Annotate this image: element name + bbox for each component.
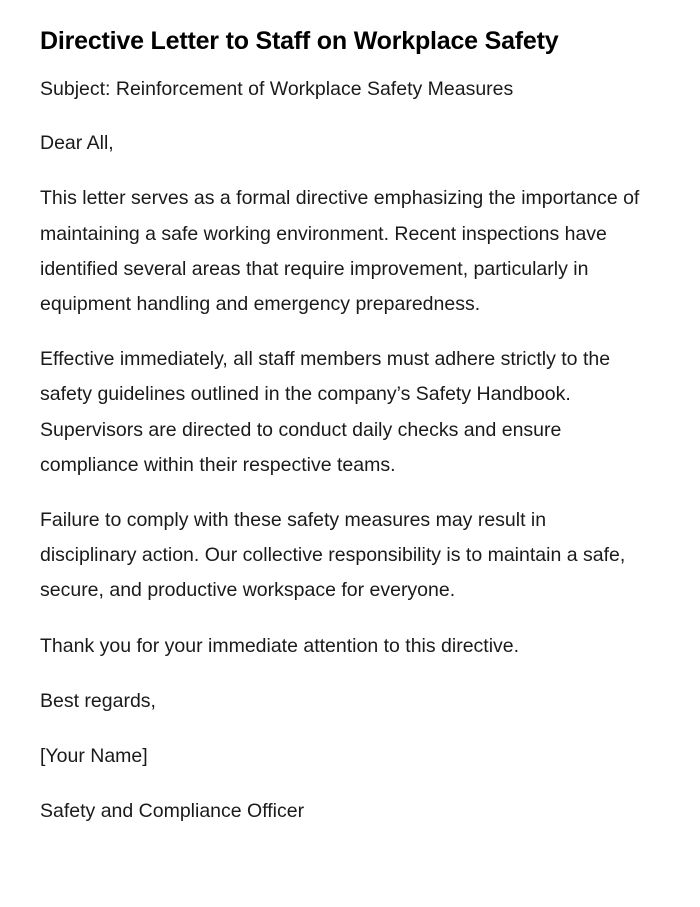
closing: Best regards, [40, 689, 156, 712]
body-paragraph-1: This letter serves as a formal directive emphasizing the importance of maintaining a safe working environment. Recent inspections have identified several areas that require improvement, particularly in equipment handling and emergency preparedness. [40, 187, 640, 316]
body-paragraph-3: Failure to comply with these safety measures may result in disciplinary action. Our collective responsibility is to maintain a safe, secure, and productive workspace for everyone. [40, 509, 626, 602]
body-paragraph-2: Effective immediately, all staff members must adhere strictly to the safety guidelines outlined in the company’s Safety Handbook. Supervisors are directed to conduct daily checks and ensure compliance within their respective teams. [40, 348, 611, 476]
signature-title: Safety and Compliance Officer [40, 800, 305, 823]
salutation: Dear All, [40, 132, 114, 155]
subject-line: Subject: Reinforcement of Workplace Safety Measures [40, 78, 514, 100]
document-title: Directive Letter to Staff on Workplace Safety [40, 27, 559, 55]
body-paragraph-4: Thank you for your immediate attention to this directive. [40, 634, 520, 657]
signature-name: [Your Name] [40, 745, 148, 768]
